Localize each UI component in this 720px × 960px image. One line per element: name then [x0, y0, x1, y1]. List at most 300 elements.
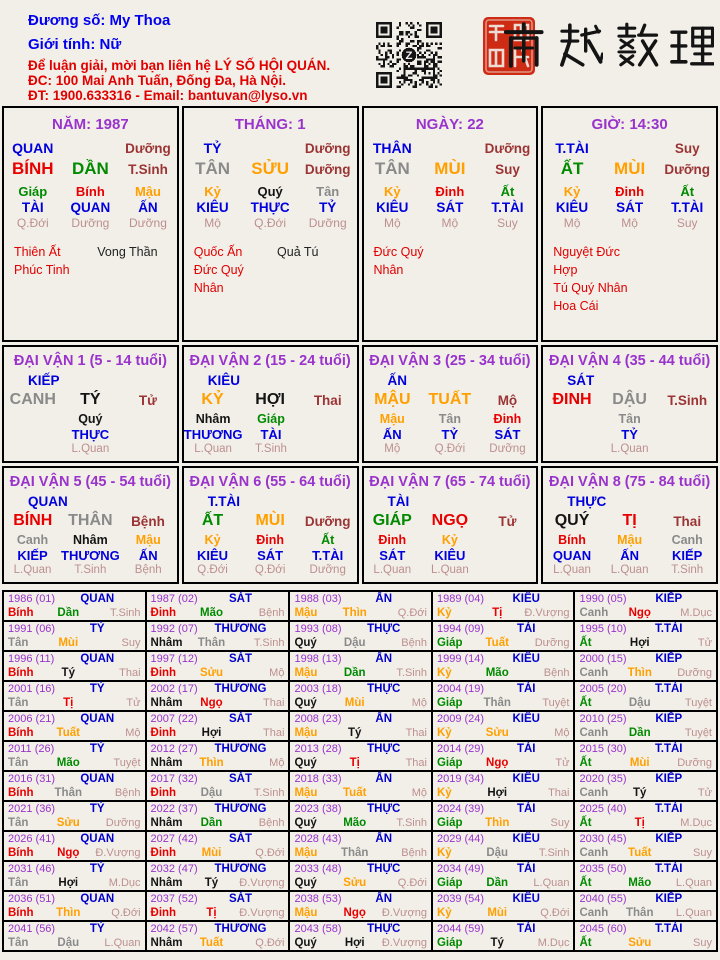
gender: Giới tính: Nữ — [28, 36, 122, 53]
stage-label: T.Sinh — [396, 667, 427, 679]
ten-god-label: TỶ — [89, 623, 105, 635]
year-cell-bottom — [437, 906, 570, 920]
earthly-branch: Thìn — [485, 817, 510, 829]
year-number: 1998 (13) — [294, 653, 342, 665]
heavenly-stem: Nhâm — [150, 697, 183, 709]
year-cell-1996 — [4, 652, 145, 680]
stage-label: Q.Đới — [397, 877, 427, 889]
hidden-stem: Đinh — [256, 533, 284, 547]
ten-god-label: TỶ — [89, 863, 105, 875]
ten-god-label: KIẾP — [655, 833, 683, 845]
heavenly-stem: Quý — [294, 937, 317, 949]
star-name: Quốc Ấn — [193, 245, 243, 259]
year-cell-top — [294, 802, 427, 816]
hidden-stem: Tân — [438, 412, 461, 426]
pillar-stem-branch-row — [184, 159, 357, 179]
year-cell-bottom — [151, 786, 285, 800]
star-name: Tú Quý Nhân — [553, 281, 628, 295]
year-cell-2019 — [433, 772, 574, 800]
logo-text — [0, 0, 1, 1]
year-cell-bottom — [8, 726, 141, 740]
year-number: 2003 (18) — [294, 683, 342, 695]
stage-label: Mộ — [411, 697, 427, 709]
year-cell-top — [294, 652, 427, 666]
earthly-branch: THÂN — [68, 512, 113, 529]
year-cell-top — [437, 862, 570, 876]
year-cell-bottom — [294, 906, 427, 920]
ten-god-label: T.TÀI — [655, 683, 683, 695]
heavenly-stem: KỶ — [201, 391, 224, 408]
year-cell-2035 — [575, 862, 716, 890]
contact-phone-email: ĐT: 1900.633316 - Email: bantuvan@lyso.vn — [28, 88, 308, 103]
year-cell-top — [294, 862, 427, 876]
heavenly-stem: Giáp — [436, 697, 463, 709]
hidden-stem: Ất — [680, 184, 695, 199]
earthly-branch: Ngọ — [200, 697, 223, 709]
year-number: 1993 (08) — [294, 623, 342, 635]
hidden-stage: Suy — [676, 216, 698, 230]
heavenly-stem: Ất — [579, 637, 592, 649]
earthly-branch: Dậu — [486, 847, 509, 859]
stage-label: T.Sinh — [667, 392, 708, 408]
logo-calligraphy — [500, 16, 714, 74]
dai-van-stem-branch-row — [543, 391, 716, 409]
year-cell-2030 — [575, 832, 716, 860]
year-cell-bottom — [437, 846, 570, 860]
year-cell-top — [294, 712, 427, 726]
hidden-ten-god: T.TÀI — [491, 200, 524, 215]
hidden-stem: Mậu — [134, 184, 161, 199]
pillar-title: NGÀY: 22 — [415, 116, 484, 133]
year-cell-2010 — [575, 712, 716, 740]
year-cell-bottom — [294, 606, 427, 620]
year-number: 2026 (41) — [8, 833, 56, 845]
heavenly-stem: Bính — [8, 667, 34, 679]
year-number: 2023 (38) — [294, 803, 342, 815]
stage-label: Mộ — [269, 667, 285, 679]
stage-label: Bệnh — [543, 667, 570, 679]
year-cell-bottom — [579, 816, 712, 830]
dai-van-7 — [362, 466, 539, 584]
star-name: Vong Thần — [97, 245, 158, 259]
heavenly-stem: ẤT — [201, 512, 224, 529]
year-cell-2026 — [4, 832, 145, 860]
hidden-stage: Q.Đới — [434, 443, 466, 455]
ten-god-label: ẤN — [375, 593, 393, 605]
earthly-branch: Mùi — [344, 697, 365, 709]
star-name: Nguyệt Đức Hợp — [553, 245, 620, 277]
year-cell-top — [437, 892, 570, 906]
stage-label: Đ.Vượng — [239, 907, 285, 919]
year-number: 2020 (35) — [579, 773, 627, 785]
hidden-stem: Ất — [500, 184, 515, 199]
year-cell-1988 — [290, 592, 431, 620]
hidden-ten-god: TỶ — [621, 427, 638, 442]
ten-god-label: QUAN — [80, 593, 115, 605]
stage-label: Tuyệt — [684, 697, 712, 709]
hidden-ten-god: KIÊU — [434, 548, 466, 563]
stage-label: Suy — [121, 637, 141, 649]
pillar-god-row — [184, 140, 357, 156]
pillar-day — [362, 106, 539, 342]
year-number: 1992 (07) — [150, 623, 198, 635]
year-cell-top — [579, 892, 712, 906]
year-cell-2014 — [433, 742, 574, 770]
year-number: 2033 (48) — [294, 863, 342, 875]
year-number: 2038 (53) — [294, 893, 342, 905]
ten-god-label: TỶ — [89, 743, 105, 755]
earthly-branch: Tị — [63, 697, 74, 709]
year-cell-top — [579, 592, 712, 606]
heavenly-stem: Canh — [579, 727, 609, 739]
year-cell-bottom — [8, 636, 141, 650]
year-cell-2001 — [4, 682, 145, 710]
year-number: 2000 (15) — [579, 653, 627, 665]
year-number: 2008 (23) — [294, 713, 342, 725]
ten-god-label: THỰC — [367, 923, 401, 935]
year-number: 2044 (59) — [436, 923, 485, 935]
year-number: 2009 (24) — [436, 713, 485, 725]
year-cell-top — [437, 712, 570, 726]
hidden-stems-row — [543, 412, 716, 456]
year-cell-bottom — [579, 606, 712, 620]
heavenly-stem: Nhâm — [150, 637, 183, 649]
stage-label: Suy — [674, 140, 700, 156]
year-cell-top — [151, 922, 285, 936]
ten-god-label: KIÊU — [512, 833, 540, 845]
year-cell-top — [579, 832, 712, 846]
earthly-branch: Thân — [197, 637, 226, 649]
qr-code — [376, 22, 442, 88]
hidden-stem-stack — [241, 533, 299, 577]
heavenly-stem: Mậu — [294, 787, 318, 799]
hidden-stage: Suy — [497, 216, 518, 230]
heavenly-stem: Tân — [8, 877, 29, 889]
hidden-stem-stack — [601, 412, 659, 456]
heavenly-stem: Ất — [579, 697, 592, 709]
earthly-branch: Mùi — [58, 637, 79, 649]
year-cell-2017 — [147, 772, 289, 800]
stage-label: Mộ — [269, 757, 285, 769]
hidden-stem: Giáp — [257, 412, 285, 426]
year-cell-bottom — [437, 636, 570, 650]
year-cell-2037 — [147, 892, 289, 920]
hidden-ten-god: SÁT — [257, 548, 284, 563]
year-number: 2032 (47) — [150, 863, 198, 875]
year-cell-1998 — [290, 652, 431, 680]
year-cell-top — [8, 922, 141, 936]
hidden-stems-row — [4, 412, 177, 456]
year-cell-bottom — [437, 666, 570, 680]
year-number: 2043 (58) — [294, 923, 342, 935]
heavenly-stem: Mậu — [294, 847, 318, 859]
earthly-branch: Dậu — [628, 697, 651, 709]
year-cell-top — [8, 772, 141, 786]
year-cell-2015 — [575, 742, 716, 770]
earthly-branch: MÙI — [614, 159, 646, 178]
hidden-ten-god: KIÊU — [196, 200, 229, 215]
hidden-stem-stack — [421, 533, 479, 577]
year-cell-1989 — [433, 592, 574, 620]
hidden-stage: T.Sinh — [74, 564, 107, 576]
year-cell-bottom — [294, 786, 427, 800]
year-cell-2009 — [433, 712, 574, 740]
hidden-stem-stack — [479, 184, 537, 231]
stage-label: Q.Đới — [540, 907, 570, 919]
year-cell-bottom — [579, 696, 712, 710]
heavenly-stem: Nhâm — [150, 877, 183, 889]
earthly-branch: Hợi — [344, 937, 365, 949]
year-number: 1989 (04) — [436, 593, 485, 605]
year-cell-1999 — [433, 652, 574, 680]
year-cell-bottom — [294, 876, 427, 890]
hidden-stage: L.Quan — [610, 443, 649, 455]
stage-label: Tử — [498, 513, 517, 529]
ten-god-label: SÁT — [228, 833, 252, 845]
ten-god-label: ẤN — [375, 773, 393, 785]
stage-label: Đ.Vượng — [524, 607, 570, 619]
year-cell-2041 — [4, 922, 145, 950]
calligraphy-char-so — [611, 16, 659, 74]
stage-label: Dưỡng — [304, 513, 351, 529]
hidden-ten-god: KIẾP — [672, 548, 703, 563]
year-cell-bottom — [437, 876, 570, 890]
hidden-stem: Tân — [618, 412, 641, 426]
hidden-stem-stack — [241, 184, 299, 231]
hidden-stage: Dưỡng — [489, 443, 526, 455]
stage-label: Thai — [263, 727, 285, 739]
dai-van-3 — [362, 345, 539, 463]
earthly-branch: Sửu — [485, 727, 509, 739]
ten-god-label: ẤN — [375, 893, 393, 905]
heavenly-stem: Đinh — [150, 787, 177, 799]
ten-god-label: SÁT — [228, 893, 252, 905]
year-cell-2027 — [147, 832, 289, 860]
year-cell-top — [8, 802, 141, 816]
year-cell-bottom — [151, 696, 285, 710]
hidden-stem: Mậu — [379, 412, 405, 426]
earthly-branch: Dậu — [57, 937, 80, 949]
pillar-year — [2, 106, 179, 342]
year-cell-2025 — [575, 802, 716, 830]
stage-label: M.Dục — [537, 937, 570, 949]
heavenly-stem: Quý — [294, 817, 317, 829]
hidden-stem: Đinh — [435, 184, 465, 199]
ten-god-label: T.TÀI — [555, 140, 589, 156]
year-cell-2044 — [433, 922, 574, 950]
heavenly-stem: Quý — [294, 697, 317, 709]
hidden-stem: Đinh — [615, 184, 645, 199]
dai-van-2 — [182, 345, 359, 463]
year-number: 2004 (19) — [436, 683, 485, 695]
year-cell-bottom — [579, 876, 712, 890]
hidden-stem: Mậu — [135, 533, 161, 547]
year-cell-2038 — [290, 892, 431, 920]
stage-label: Tuyệt — [684, 727, 712, 739]
hidden-stem-stack — [601, 533, 659, 577]
ten-god-label: T.TÀI — [655, 803, 683, 815]
heavenly-stem: Giáp — [436, 757, 463, 769]
year-cell-top — [579, 862, 712, 876]
earthly-branch: Dần — [200, 817, 223, 829]
earthly-branch: Thìn — [56, 907, 81, 919]
hidden-stage: T.Sinh — [254, 443, 287, 455]
hidden-stage: L.Quan — [71, 443, 110, 455]
earthly-branch: TUẤT — [428, 391, 472, 408]
ten-god-label: QUAN — [80, 833, 115, 845]
hidden-ten-god: QUAN — [552, 548, 592, 563]
contact-address: ĐC: 100 Mai Anh Tuấn, Đống Đa, Hà Nội. — [28, 73, 287, 88]
pillar-stem-branch-row — [4, 159, 177, 179]
year-cell-2024 — [433, 802, 574, 830]
hidden-stem: Kỷ — [204, 184, 221, 199]
earthly-branch: Tị — [349, 757, 360, 769]
ten-god-label: SÁT — [228, 653, 252, 665]
stage-label: Q.Đới — [111, 907, 141, 919]
hidden-stem-stack — [119, 184, 177, 231]
year-cell-2007 — [147, 712, 289, 740]
year-cell-2012 — [147, 742, 289, 770]
year-number: 1999 (14) — [436, 653, 485, 665]
year-cell-top — [579, 742, 712, 756]
year-cell-top — [437, 802, 570, 816]
heavenly-stem: Bính — [8, 847, 34, 859]
pillar-hour — [541, 106, 718, 342]
heavenly-stem: TÂN — [195, 159, 231, 178]
year-cell-top — [294, 832, 427, 846]
year-cell-bottom — [151, 936, 285, 950]
year-cell-2021 — [4, 802, 145, 830]
year-cell-2000 — [575, 652, 716, 680]
heavenly-stem: GIÁP — [372, 512, 412, 529]
heavenly-stem: Kỷ — [436, 907, 452, 919]
year-cell-2018 — [290, 772, 431, 800]
hidden-ten-god: QUAN — [70, 200, 111, 215]
stage-label: Dưỡng — [304, 140, 351, 156]
stage-label: Q.Đới — [255, 937, 285, 949]
hidden-stem-stack — [479, 412, 537, 456]
year-cell-bottom — [294, 726, 427, 740]
hidden-stem-stack — [601, 184, 659, 231]
hidden-stem-stack — [62, 412, 120, 456]
heavenly-stem: CANH — [9, 391, 56, 408]
year-cell-top — [294, 742, 427, 756]
year-cell-top — [294, 892, 427, 906]
heavenly-stem: Ất — [579, 757, 592, 769]
hidden-stem-stack — [299, 533, 357, 577]
year-cell-bottom — [8, 696, 141, 710]
earthly-branch: DẬU — [612, 391, 647, 408]
auxiliary-stars-red — [184, 243, 277, 297]
hidden-ten-god: THƯƠNG — [183, 427, 243, 442]
year-cell-2011 — [4, 742, 145, 770]
ten-god-label: T.TÀI — [655, 623, 683, 635]
ten-god-label: TỶ — [89, 923, 105, 935]
heavenly-stem: Canh — [579, 667, 609, 679]
hidden-stem-stack — [421, 412, 479, 456]
ten-god-label: KIÊU — [512, 893, 540, 905]
year-number: 2007 (22) — [150, 713, 198, 725]
stage-label: L.Quan — [675, 907, 712, 919]
earthly-branch: Sửu — [56, 817, 80, 829]
hidden-stems-row — [4, 533, 177, 577]
earthly-branch: TỊ — [622, 512, 637, 529]
ten-god-label: THỰC — [367, 683, 401, 695]
hidden-stem-stack — [421, 184, 479, 231]
ten-god-label: QUAN — [12, 140, 54, 156]
year-cell-2013 — [290, 742, 431, 770]
year-cell-bottom — [579, 786, 712, 800]
earthly-branch: Dậu — [343, 637, 366, 649]
stage-label: Suy — [693, 847, 712, 859]
year-cell-2040 — [575, 892, 716, 920]
year-number: 2028 (43) — [294, 833, 342, 845]
stage-label: M.Dục — [680, 607, 712, 619]
hidden-ten-god: SÁT — [379, 548, 406, 563]
heavenly-stem: Đinh — [150, 847, 177, 859]
hidden-ten-god: TỶ — [441, 427, 459, 442]
earthly-branch: Thìn — [199, 757, 224, 769]
year-cell-2008 — [290, 712, 431, 740]
year-cell-bottom — [579, 636, 712, 650]
earthly-branch: Tý — [61, 667, 75, 679]
year-cell-1991 — [4, 622, 145, 650]
dai-van-section — [2, 345, 718, 584]
year-number: 2014 (29) — [436, 743, 485, 755]
year-cell-bottom — [151, 876, 285, 890]
hidden-stem-stack — [4, 533, 61, 577]
hidden-stage: Dưỡng — [71, 216, 110, 230]
earthly-branch: Dần — [486, 877, 509, 889]
earthly-branch: Ngọ — [57, 847, 80, 859]
year-cell-top — [8, 682, 141, 696]
ten-god-label: THƯƠNG — [214, 923, 267, 935]
stage-label: Tử — [697, 637, 712, 649]
pillar-title: NĂM: 1987 — [52, 116, 129, 133]
ten-god-label: SÁT — [228, 713, 252, 725]
earthly-branch: Hợi — [201, 727, 222, 739]
star-name: Hoa Cái — [553, 299, 599, 313]
heavenly-stem: Mậu — [294, 607, 318, 619]
contact-invite: Để luận giải, mời bạn liên hệ LÝ SỐ HỘI QUÁN. — [28, 58, 331, 73]
year-cell-top — [151, 652, 285, 666]
hidden-stem: Bính — [558, 533, 586, 547]
earthly-branch: Mão — [485, 667, 509, 679]
stage-label: Mộ — [497, 392, 518, 408]
heavenly-stem: Quý — [294, 757, 317, 769]
earthly-branch: Hợi — [58, 877, 79, 889]
year-number: 2037 (52) — [150, 893, 198, 905]
hidden-stem: Mậu — [617, 533, 643, 547]
year-cell-top — [294, 622, 427, 636]
pillar-stem-branch-row — [543, 159, 716, 179]
earthly-branch: MÙI — [434, 159, 466, 178]
year-cell-top — [8, 832, 141, 846]
auxiliary-stars-black — [277, 243, 356, 297]
heavenly-stem: Tân — [8, 637, 29, 649]
hidden-stem: Bính — [75, 184, 105, 199]
stage-label: Mộ — [411, 787, 427, 799]
year-cell-bottom — [151, 816, 285, 830]
year-cell-top — [294, 682, 427, 696]
year-number: 2029 (44) — [436, 833, 485, 845]
ten-god-label: ẤN — [375, 833, 393, 845]
year-cell-2029 — [433, 832, 574, 860]
ten-god-label: THỰC — [367, 623, 401, 635]
earthly-branch: Thân — [340, 847, 369, 859]
hidden-stems-row — [543, 184, 716, 231]
year-cell-top — [437, 772, 570, 786]
